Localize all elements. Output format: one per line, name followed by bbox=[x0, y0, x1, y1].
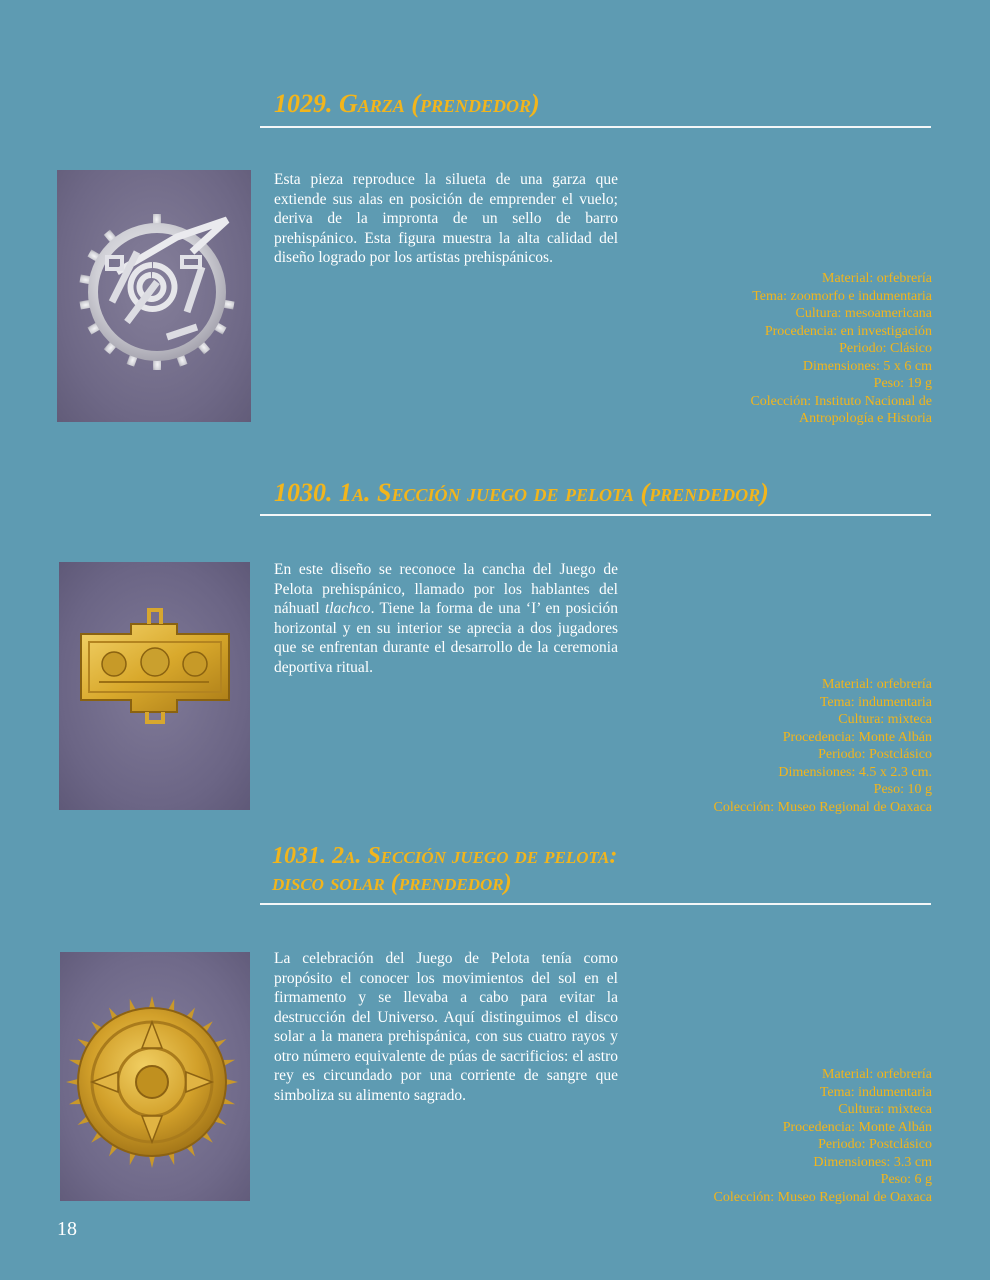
meta-material: Material: orfebrería bbox=[822, 677, 932, 692]
meta-peso: Peso: 19 g bbox=[873, 376, 932, 391]
meta-coleccion-cont: Antropología e Historia bbox=[799, 411, 932, 426]
meta-peso: Peso: 10 g bbox=[873, 782, 932, 797]
meta-dimensiones: Dimensiones: 5 x 6 cm bbox=[802, 358, 932, 374]
meta-tema: Tema: indumentaria bbox=[819, 1084, 932, 1100]
meta-tema: Tema: indumentaria bbox=[819, 694, 932, 710]
meta-material: Material: orfebrería bbox=[822, 1067, 932, 1082]
meta-tema: Tema: zoomorfo e indumentaria bbox=[752, 288, 932, 304]
entry-metadata-list bbox=[632, 676, 932, 816]
heron-brooch-image bbox=[57, 170, 251, 422]
heron-brooch-photo bbox=[57, 170, 251, 422]
meta-periodo: Periodo: Clásico bbox=[839, 341, 932, 356]
meta-periodo: Periodo: Postclásico bbox=[818, 1137, 932, 1152]
meta-cultura: Cultura: mixteca bbox=[838, 1102, 932, 1117]
meta-procedencia: Procedencia: Monte Albán bbox=[782, 1119, 932, 1135]
ballcourt-brooch-photo bbox=[59, 562, 250, 810]
meta-procedencia: Procedencia: Monte Albán bbox=[782, 729, 932, 745]
entry-title-1029: 1029. Garza (prendedor) bbox=[274, 89, 540, 118]
ballcourt-brooch-image bbox=[59, 562, 250, 810]
page-number: 18 bbox=[57, 1218, 77, 1240]
meta-cultura: Cultura: mixteca bbox=[838, 712, 932, 727]
entry-title-1030: 1030. 1a. Sección juego de pelota (prendedor) bbox=[274, 478, 769, 507]
meta-coleccion: Colección: Museo Regional de Oaxaca bbox=[713, 799, 932, 815]
description-text: En este diseño se reconoce la cancha del Juego de Pelota prehispánico, llamado por los hablantes del náhuatl bbox=[274, 561, 618, 617]
meta-dimensiones: Dimensiones: 3.3 cm bbox=[813, 1154, 932, 1170]
meta-cultura: Cultura: mesoamericana bbox=[795, 306, 932, 321]
title-rule bbox=[260, 126, 931, 128]
meta-coleccion: Colección: Museo Regional de Oaxaca bbox=[713, 1189, 932, 1205]
sun-disc-brooch-photo bbox=[60, 952, 250, 1201]
entry-metadata-list bbox=[632, 270, 932, 428]
meta-peso: Peso: 6 g bbox=[880, 1172, 932, 1187]
title-line-1: 1031. 2a. Sección juego de pelota: bbox=[272, 843, 618, 869]
title-rule bbox=[260, 514, 931, 516]
meta-procedencia: Procedencia: en investigación bbox=[764, 323, 932, 339]
entry-metadata-list bbox=[632, 1066, 932, 1206]
meta-coleccion: Colección: Instituto Nacional de bbox=[750, 393, 932, 409]
meta-material: Material: orfebrería bbox=[822, 271, 932, 286]
meta-periodo: Periodo: Postclásico bbox=[818, 747, 932, 762]
entry-description: Esta pieza reproduce la silueta de una garza que extiende sus alas en posición de emprender el vuelo; deriva de la impronta de un sello de barro prehispánico. Esta figura muestra la alta calidad del diseño logrado por los artistas prehispánicos. bbox=[274, 171, 618, 266]
description-italic-term: tlachco bbox=[324, 600, 371, 617]
sun-disc-brooch-image bbox=[60, 952, 250, 1201]
entry-title-1031 bbox=[272, 843, 617, 897]
description-text: . Tiene la forma de una ‘I’ en posición horizontal y en su interior se aprecia a dos jugadores que se enfrentan durante el desarrollo de la ceremonia deportiva ritual. bbox=[274, 600, 619, 676]
title-rule bbox=[260, 903, 931, 905]
entry-description bbox=[274, 560, 618, 677]
meta-dimensiones: Dimensiones: 4.5 x 2.3 cm. bbox=[778, 764, 932, 780]
entry-description: La celebración del Juego de Pelota tenía como propósito el conocer los movimientos del sol en el firmamento y se llevaba a cabo para evitar la destrucción del Universo. Aquí distinguimos el disco solar a la manera prehispánica, con sus cuatro rayos y otro número equivalente de púas de sacrificios: el astro rey es circundado por una corriente de sangre que simboliza su alimento sagrado. bbox=[274, 950, 618, 1104]
title-line-2: disco solar (prendedor) bbox=[272, 870, 512, 896]
